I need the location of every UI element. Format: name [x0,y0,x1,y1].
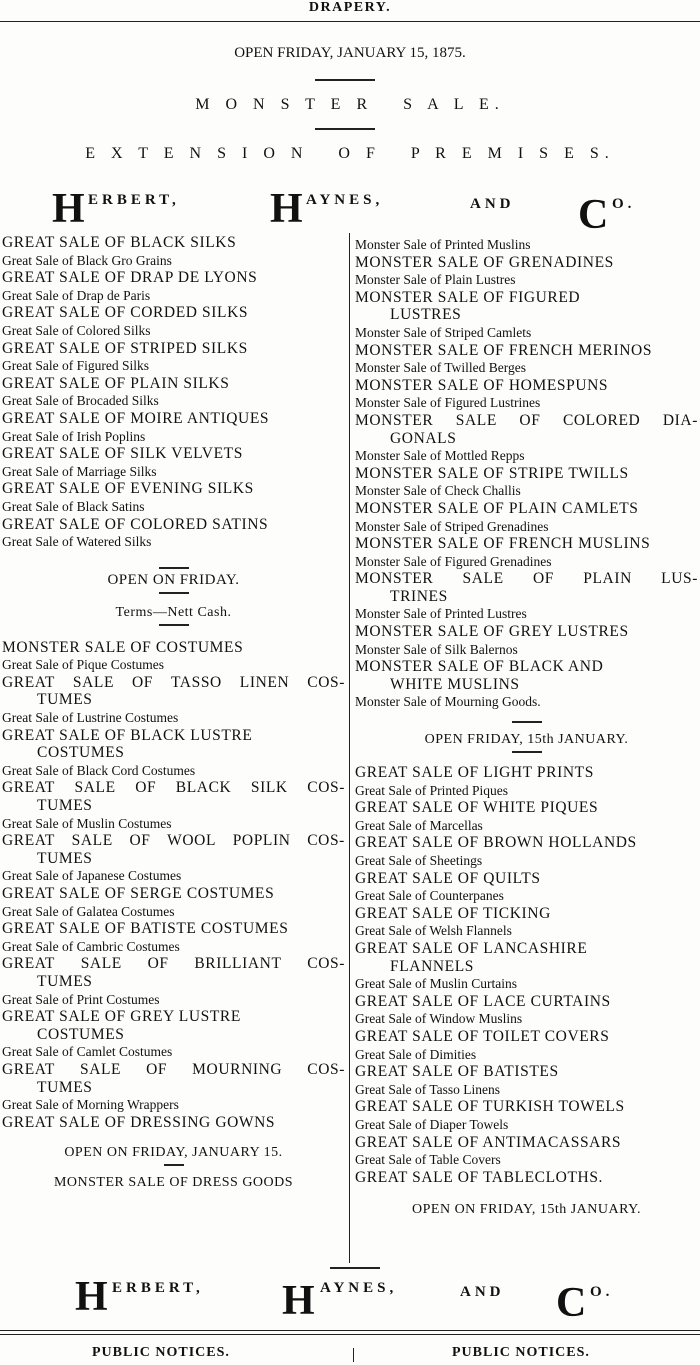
listing-line: MONSTER SALE OF STRIPE TWILLS [355,464,629,482]
section-heading: DRAPERY. [308,0,392,15]
listing-line: GREAT SALE OF MOIRE ANTIQUES [2,409,270,427]
listing-line: GREAT SALE OF TICKING [355,904,551,922]
listing-line: Great Sale of Window Muslins [355,1011,523,1027]
open-15th-january-a: OPEN FRIDAY, 15th JANUARY. [424,732,629,748]
listing-word: DIA- [662,411,698,429]
listing-line: GREAT SALE OF COLORED SATINS [2,515,269,533]
listing-line: TUMES [37,849,93,867]
listing-line: GREAT SALE OF BATISTE COSTUMES [2,920,289,938]
divider [159,567,189,569]
listing-line: Monster Sale of Check Challis [355,483,521,499]
dress-goods-line: MONSTER SALE OF DRESS GOODS [53,1175,294,1191]
listing-line: Monster Sale of Striped Camlets [355,324,532,340]
divider [164,1164,184,1166]
listing-line: GREAT SALE OF BLACK SILKS [2,234,237,251]
listing-line: Monster Sale of Twilled Berges [355,360,527,376]
listing-line: WHITE MUSLINS [390,675,520,693]
listing-line: Monster Sale of Mottled Repps [355,448,525,464]
firm-name-bottom [0,1274,700,1326]
listing-line: GREAT SALE OF QUILTS [355,869,541,887]
listing-word: OF [132,673,154,691]
divider [512,751,542,753]
listing-line: LUSTRES [390,306,462,324]
listing-word: PLAIN [583,570,632,588]
listing-line: MONSTER SALE OF BLACK AND [355,658,604,676]
listing-line: Monster Sale of Printed Lustres [355,606,527,622]
listing-word: OF [146,1060,168,1078]
firm-word-co: O. [612,196,636,212]
listing-line: Monster Sale of Striped Grenadines [355,518,549,534]
listing-line: GREAT SALE OF PLAIN SILKS [2,374,230,392]
firm-word-haynes: AYNES, [320,1280,398,1296]
listing-word: SALE [71,832,113,850]
firm-initial-h1: H [52,186,85,232]
bottom-rule [0,1330,700,1331]
firm-initial-c: C [556,1280,587,1326]
listing-word: SALE [72,673,115,691]
open-january-15: OPEN ON FRIDAY, JANUARY 15. [64,1145,283,1161]
listing-line: GREAT SALE OF TURKISH TOWELS [355,1098,625,1116]
listing-line: FLANNELS [390,957,475,975]
listing-word: COS- [307,673,345,691]
listing-word: BLACK [175,779,232,797]
listing-line: TUMES [37,691,93,709]
listing-line: COSTUMES [37,744,125,762]
listing-word: COLORED [562,411,641,429]
listing-line: Great Sale of Drap de Paris [2,287,151,303]
listing-line [2,832,345,850]
listing-line [2,1061,345,1079]
listing-word: OF [532,570,554,588]
divider [159,592,189,594]
listing-line [355,412,698,430]
listing-line: Great Sale of Galatea Costumes [2,903,175,919]
column-divider [349,233,350,1263]
listing-line: GREAT SALE OF CORDED SILKS [2,304,249,322]
public-notices-right: PUBLIC NOTICES. [452,1345,590,1360]
listing-line: GREAT SALE OF EVENING SILKS [2,480,254,498]
listing-line: Great Sale of Cambric Costumes [2,938,180,954]
listing-line: Monster Sale of Figured Lustrines [355,395,541,411]
listing-word: COS- [307,955,345,973]
listing-line: Great Sale of Pique Costumes [2,657,164,673]
listing-line: GREAT SALE OF SERGE COSTUMES [2,885,275,902]
monster-sale-heading: M O N S T E R S A L E. [195,96,505,113]
listing-line: GREAT SALE OF GREY LUSTRE [2,1008,241,1026]
listing-word: GREAT [2,779,55,797]
listing-line: GREAT SALE OF TABLECLOTHS. [355,1168,604,1186]
firm-initial-h2: H [282,1278,315,1324]
listing-line: MONSTER SALE OF GRENADINES [355,253,614,271]
firm-initial-h2: H [270,186,303,232]
listing-word: OF [147,955,169,973]
divider [315,79,375,81]
listing-line: Great Sale of Black Cord Costumes [2,762,196,778]
firm-word-co: O. [590,1284,614,1300]
listing-line: Great Sale of Black Gro Grains [2,252,172,268]
listing-word: SALE [80,955,122,973]
listing-word: SALE [455,411,497,429]
extension-heading: E X T E N S I O N O F P R E M I S E S. [85,145,615,162]
listing-line: GREAT SALE OF BROWN HOLLANDS [355,834,637,852]
listing-word: GREAT [2,1060,55,1078]
listing-line: MONSTER SALE OF GREY LUSTRES [355,623,629,641]
silks-list [2,234,345,551]
listing-word: COS- [307,779,345,797]
listing-word: SALE [79,1060,122,1078]
listing-line: MONSTER SALE OF COSTUMES [2,638,244,656]
listing-line: TRINES [390,587,448,605]
listing-word: SALE [74,779,116,797]
top-rule [0,21,700,22]
costumes-list [2,639,345,1132]
firm-word-herbert: ERBERT, [88,192,180,208]
listing-line: Great Sale of Lustrine Costumes [2,710,179,726]
listing-word: MONSTER [355,411,434,429]
firm-word-and: AND [460,1284,505,1300]
listing-word: MOURNING [192,1060,283,1078]
listing-line: GREAT SALE OF LIGHT PRINTS [355,764,594,782]
listing-line: Great Sale of Morning Wrappers [2,1097,179,1113]
listing-line: GREAT SALE OF LACE CURTAINS [355,992,611,1010]
listing-word: OF [519,411,541,429]
listing-line: Monster Sale of Printed Muslins [355,237,531,252]
divider [512,721,542,723]
listing-line: GREAT SALE OF WHITE PIQUES [355,799,599,817]
listing-line: Great Sale of Printed Piques [355,782,508,798]
listing-line: Great Sale of Colored Silks [2,322,151,338]
listing-word: OF [129,832,151,850]
listing-line: Great Sale of Marcellas [355,817,483,833]
listing-word: BRILLIANT [194,955,282,973]
muslins-list [355,236,698,711]
firm-initial-h1: H [75,1274,108,1320]
listing-line: TUMES [37,972,93,990]
listing-line: Great Sale of Print Costumes [2,991,160,1007]
listing-line: Great Sale of Muslin Costumes [2,815,172,831]
listing-line: GREAT SALE OF ANTIMACASSARS [355,1133,622,1151]
divider [315,128,375,130]
listing-line: COSTUMES [37,1025,125,1043]
linens-list [355,764,698,1186]
left-column [2,234,345,1191]
listing-line [2,674,345,692]
listing-line: Great Sale of Diaper Towels [355,1116,509,1132]
listing-line: GREAT SALE OF DRESSING GOWNS [2,1113,276,1131]
listing-line [355,570,698,588]
firm-word-haynes: AYNES, [306,192,384,208]
listing-line: Great Sale of Muslin Curtains [355,976,517,992]
listing-line [2,955,345,973]
divider [159,624,189,626]
open-date-line: OPEN FRIDAY, JANUARY 15, 1875. [234,45,466,61]
listing-line: Great Sale of Brocaded Silks [2,393,159,409]
listing-line: MONSTER SALE OF FIGURED [355,288,581,306]
right-column [355,236,698,1218]
firm-word-and: AND [470,196,515,212]
listing-word: OF [135,779,157,797]
listing-word: LINEN [239,673,290,691]
listing-word: GREAT [2,955,55,973]
bottom-rule [0,1334,700,1335]
listing-word: COS- [307,1060,345,1078]
listing-line: Great Sale of Welsh Flannels [355,923,512,939]
listing-line: GREAT SALE OF TOILET COVERS [355,1027,610,1045]
listing-word: GREAT [2,673,55,691]
open-on-friday: OPEN ON FRIDAY. [107,571,240,588]
listing-word: WOOL [167,832,217,850]
listing-word: POPLIN [232,832,291,850]
listing-word: GREAT [2,832,55,850]
listing-line: Great Sale of Figured Silks [2,358,149,374]
listing-line: Great Sale of Camlet Costumes [2,1044,173,1060]
listing-word: LUS- [661,570,698,588]
listing-line: Great Sale of Counterpanes [355,888,504,904]
listing-line: Great Sale of Table Covers [355,1152,501,1168]
listing-word: MONSTER [355,570,434,588]
listing-line: MONSTER SALE OF FRENCH MERINOS [355,341,653,359]
listing-word: SILK [250,779,288,797]
listing-line: MONSTER SALE OF PLAIN CAMLETS [355,499,639,517]
listing-line: GREAT SALE OF DRAP DE LYONS [2,269,258,287]
listing-word: COS- [307,832,345,850]
listing-line: Great Sale of Tasso Linens [355,1081,501,1097]
open-15th-january-b: OPEN ON FRIDAY, 15th JANUARY. [412,1202,641,1218]
listing-line: TUMES [37,797,93,815]
listing-line: GREAT SALE OF STRIPED SILKS [2,339,248,357]
footer-divider [353,1348,354,1362]
listing-line: TUMES [37,1078,93,1096]
listing-line: Great Sale of Sheetings [355,853,483,868]
listing-line: Monster Sale of Plain Lustres [355,272,516,288]
terms-line: Terms—Nett Cash. [115,604,232,620]
listing-line: GREAT SALE OF SILK VELVETS [2,445,243,463]
listing-line: Great Sale of Japanese Costumes [2,868,182,884]
listing-line: Great Sale of Irish Poplins [2,428,146,444]
listing-line: Monster Sale of Silk Balernos [355,641,518,657]
listing-line: GONALS [390,429,457,447]
divider [330,1267,380,1269]
listing-line: Monster Sale of Figured Grenadines [355,553,552,569]
listing-line: Monster Sale of Mourning Goods. [355,694,541,710]
listing-line: Great Sale of Dimities [355,1046,477,1062]
listing-line [2,779,345,797]
listing-line: MONSTER SALE OF FRENCH MUSLINS [355,535,651,553]
public-notices-left: PUBLIC NOTICES. [92,1345,230,1360]
listing-word: TASSO [170,673,222,691]
firm-initial-c: C [578,192,609,238]
listing-line: MONSTER SALE OF HOMESPUNS [355,376,609,394]
listing-line: GREAT SALE OF BLACK LUSTRE [2,726,253,744]
firm-word-herbert: ERBERT, [112,1280,204,1296]
listing-line: Great Sale of Watered Silks [2,534,152,550]
listing-line: Great Sale of Black Satins [2,498,145,514]
listing-line: Great Sale of Marriage Silks [2,463,157,479]
listing-line: GREAT SALE OF LANCASHIRE [355,939,588,957]
listing-line: GREAT SALE OF BATISTES [355,1063,559,1081]
listing-word: SALE [462,570,504,588]
firm-name-top [0,186,700,238]
